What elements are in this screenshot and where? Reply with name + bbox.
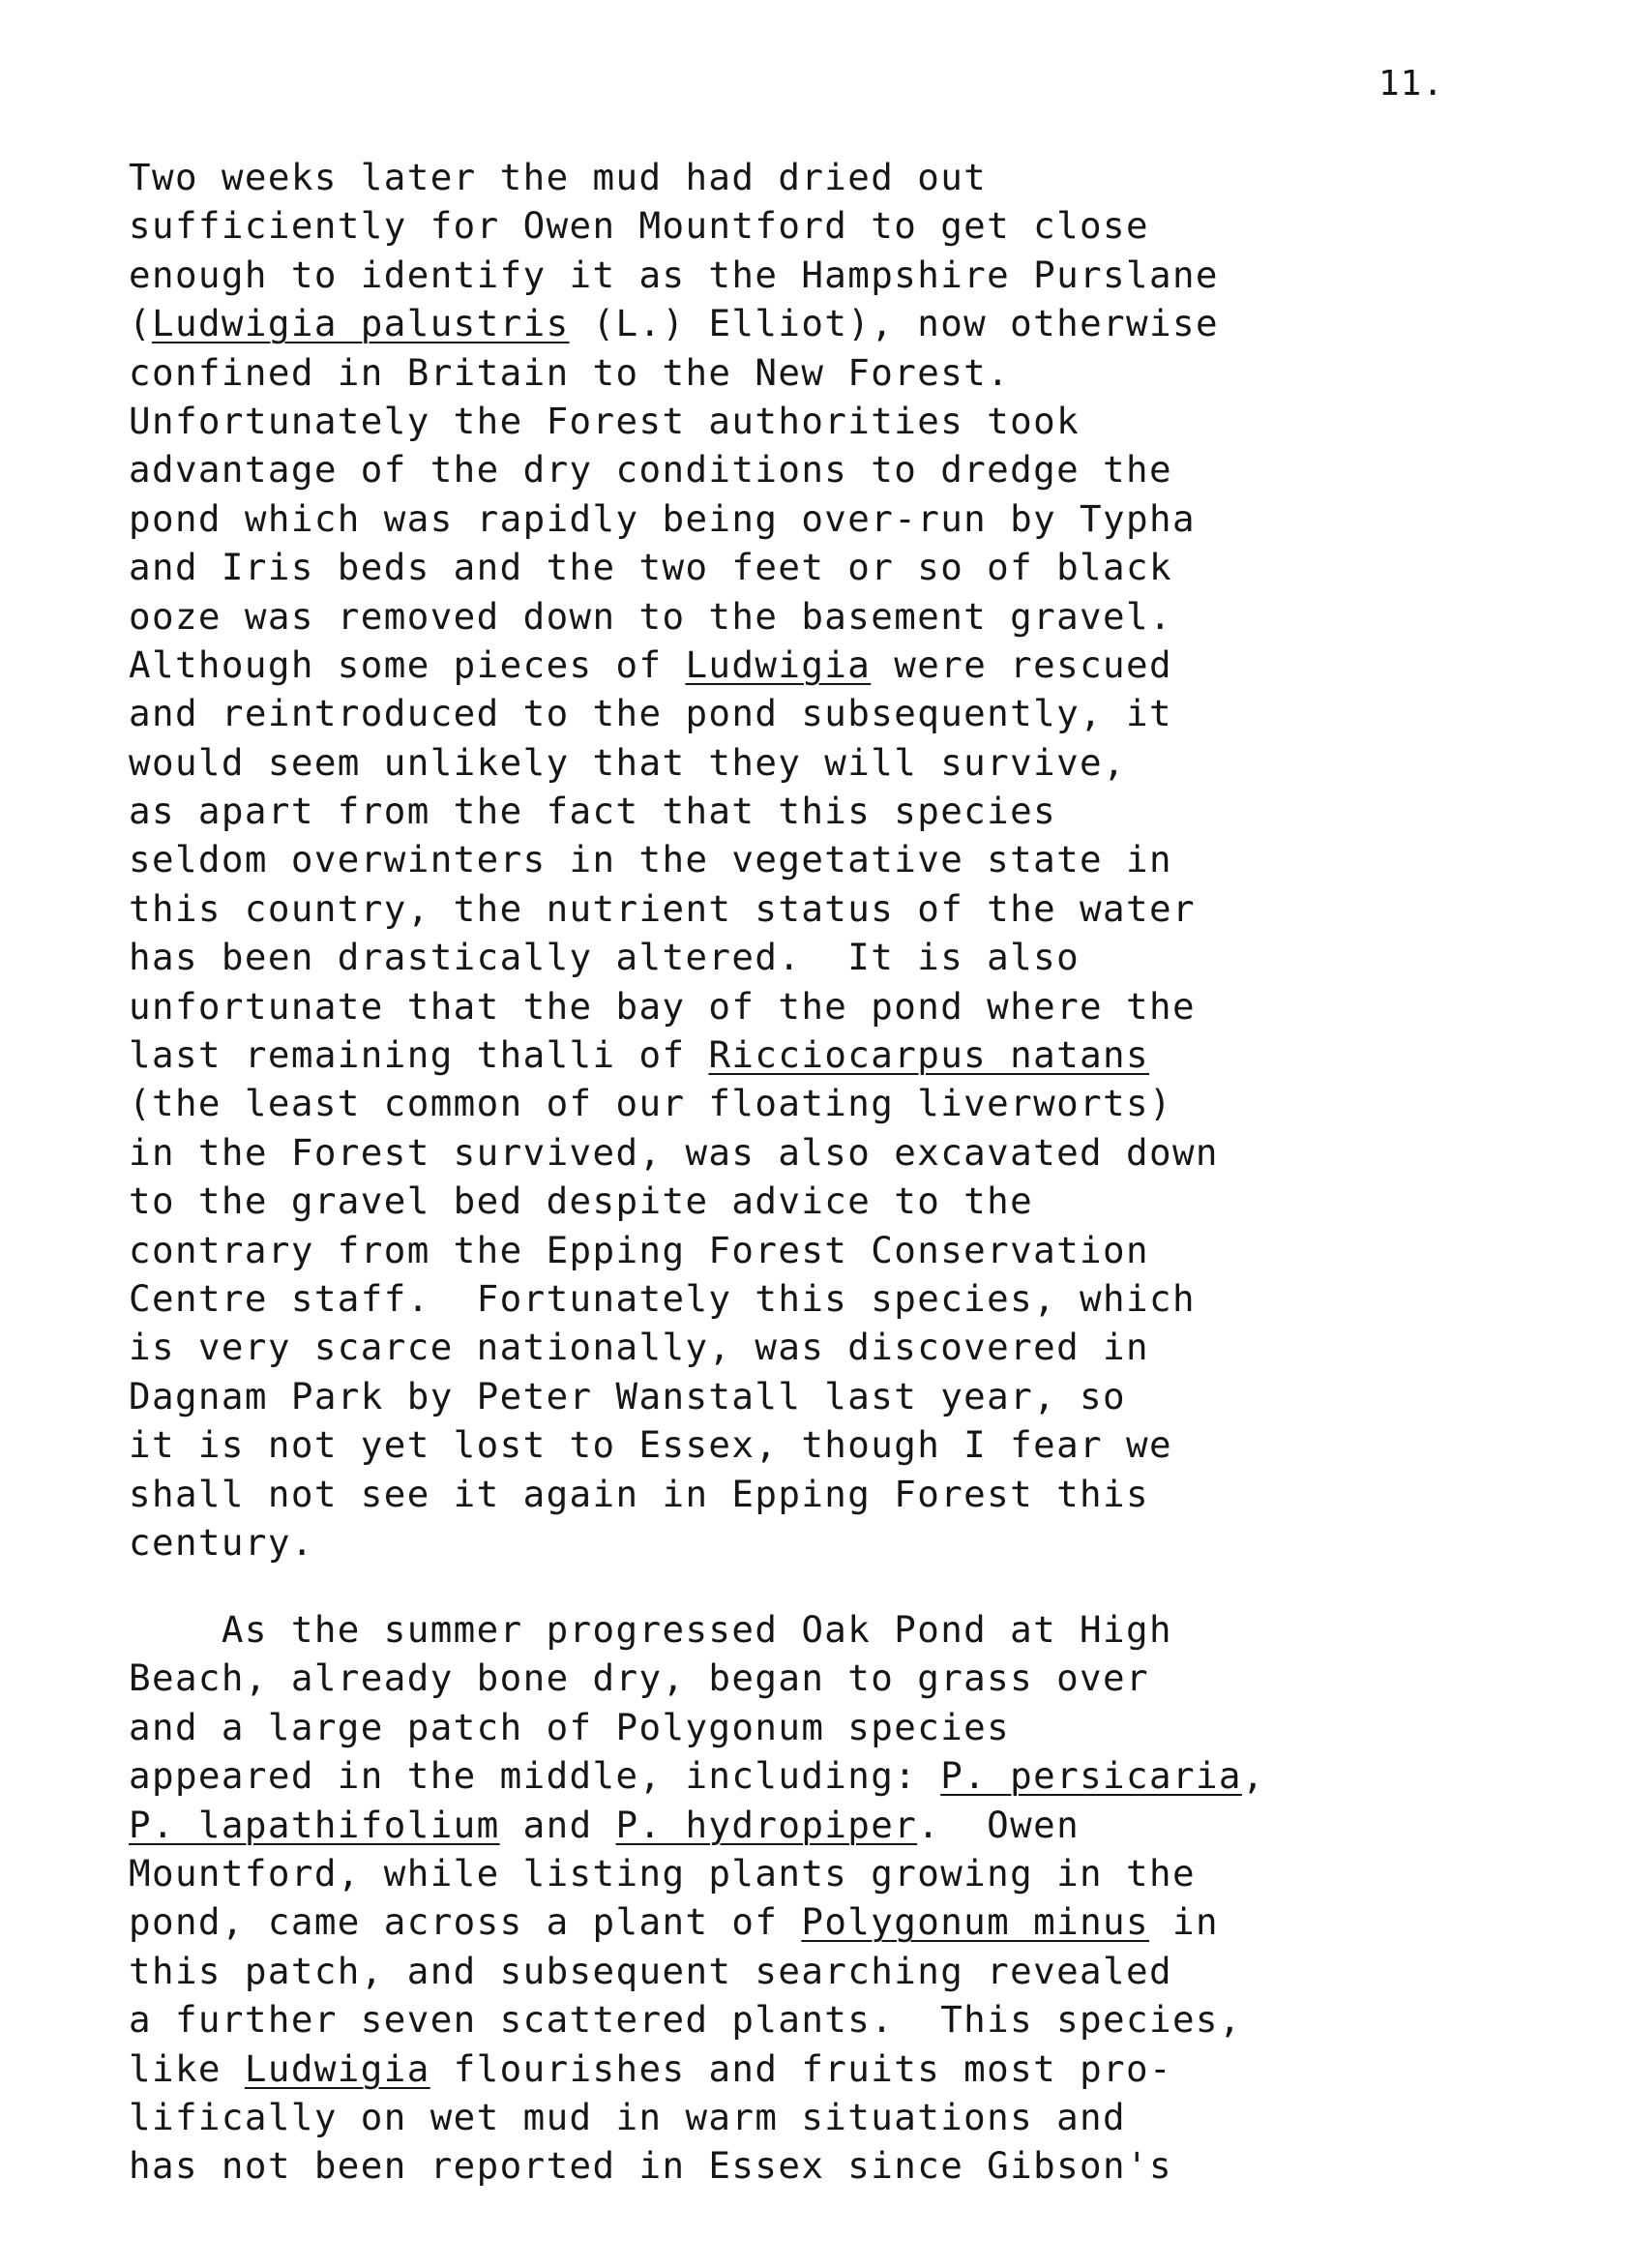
text-line [129,1323,1219,1371]
text-line [129,348,1219,397]
text-run: a further seven scattered plants. This species, [129,1998,1242,2042]
paragraph-2 [129,1605,1265,2191]
underlined-species-name: Ludwigia palustris [151,302,570,345]
text-line [129,641,1219,689]
text-run: and Iris beds and the two feet or so of black [129,546,1172,589]
text-line [129,1177,1219,1225]
text-run: Beach, already bone dry, began to grass over [129,1656,1149,1700]
text-run: is very scarce nationally, was discovered in [129,1326,1149,1369]
text-run: century. [129,1520,314,1564]
text-line [129,1030,1219,1079]
text-run: seldom overwinters in the vegetative state in [129,838,1172,881]
text-run: it is not yet lost to Essex, though I fear we [129,1423,1172,1467]
text-run: . Owen [917,1803,1081,1846]
text-run: (the least common of our floating liverworts) [129,1082,1172,1125]
text-line [129,1605,1265,1654]
text-line [129,835,1219,883]
text-run: in [1149,1900,1219,1944]
text-run: ooze was removed down to the basement gravel. [129,594,1172,638]
text-line [129,1897,1265,1946]
text-run: confined in Britain to the New Forest. [129,350,1011,394]
text-run: unfortunate that the bay of the pond where the [129,984,1196,1028]
text-line [129,397,1219,445]
text-run: sufficiently for Owen Mountford to get close [129,204,1149,248]
underlined-species-name: P. hydropiper [615,1803,918,1846]
text-run: has not been reported in Essex since Gibson's [129,2144,1172,2188]
text-line [129,1128,1219,1177]
text-run: pond which was rapidly being over-run by Typha [129,496,1196,540]
text-line [129,201,1219,250]
text-run: like [129,2046,245,2090]
text-line [129,1801,1265,1849]
text-line [129,1226,1219,1274]
paragraph-1 [129,153,1219,1567]
text-run: and a large patch of Polygonum species [129,1705,1011,1748]
text-run: Mountford, while listing plants growing in the [129,1851,1196,1895]
text-line [129,1274,1219,1323]
text-line [129,1995,1265,2044]
text-line [129,787,1219,835]
text-run: as apart from the fact that this species [129,790,1057,833]
text-line [129,494,1219,543]
text-run: and reintroduced to the pond subsequently, it [129,692,1172,735]
text-run: contrary from the Epping Forest Conservation [129,1228,1149,1271]
text-line [129,1703,1265,1751]
text-line [129,933,1219,981]
text-line [129,1849,1265,1897]
text-run: lifically on wet mud in warm situations and [129,2095,1127,2138]
text-line [129,1470,1219,1518]
text-line [129,2093,1265,2141]
text-line [129,1079,1219,1127]
text-run: ( [129,302,152,345]
underlined-species-name: P. persicaria [940,1754,1242,1798]
underlined-species-name: Ludwigia [685,642,872,686]
text-run: appeared in the middle, including: [129,1754,941,1798]
underlined-species-name: P. lapathifolium [129,1803,500,1846]
text-run: last remaining thalli of [129,1033,709,1077]
text-run: As the summer progressed Oak Pond at High [129,1608,1172,1651]
text-run: in the Forest survived, was also excavated down [129,1130,1219,1174]
text-line [129,251,1219,299]
text-line [129,1947,1265,1995]
text-run: Centre staff. Fortunately this species, which [129,1276,1196,1320]
text-line [129,1518,1219,1567]
text-run: has been drastically altered. It is also [129,936,1081,979]
text-run: (L.) Elliot), now otherwise [569,302,1219,345]
text-run: were rescued [871,642,1172,686]
text-run: and [499,1803,616,1846]
text-run: pond, came across a plant of [129,1900,802,1944]
text-line [129,1420,1219,1469]
text-run: this patch, and subsequent searching revealed [129,1949,1172,1992]
underlined-species-name: Polygonum minus [801,1900,1149,1944]
text-line [129,153,1219,201]
text-run: Although some pieces of [129,642,686,686]
text-run: enough to identify it as the Hampshire Purslane [129,253,1219,296]
underlined-species-name: Ricciocarpus natans [708,1033,1149,1077]
text-line [129,592,1219,641]
text-run: this country, the nutrient status of the water [129,886,1196,930]
text-line [129,1654,1265,1702]
text-line [129,2044,1265,2093]
text-line [129,445,1219,493]
text-run: Dagnam Park by Peter Wanstall last year, so [129,1374,1127,1418]
text-line [129,884,1219,933]
text-run: flourishes and fruits most pro- [429,2046,1172,2090]
text-line [129,982,1219,1030]
text-run: Unfortunately the Forest authorities took [129,399,1081,442]
text-line [129,543,1219,591]
text-line [129,689,1219,737]
text-run: , [1241,1754,1265,1798]
text-line [129,1751,1265,1800]
text-line [129,738,1219,787]
text-run: shall not see it again in Epping Forest this [129,1472,1149,1515]
text-run: advantage of the dry conditions to dredge the [129,448,1172,492]
text-run: would seem unlikely that they will survive, [129,740,1127,784]
page-number: 11. [1378,64,1445,104]
text-line [129,299,1219,347]
text-line [129,2141,1265,2190]
text-run: to the gravel bed despite advice to the [129,1179,1034,1223]
text-line [129,1372,1219,1420]
underlined-species-name: Ludwigia [244,2046,430,2090]
text-run: Two weeks later the mud had dried out [129,156,988,198]
